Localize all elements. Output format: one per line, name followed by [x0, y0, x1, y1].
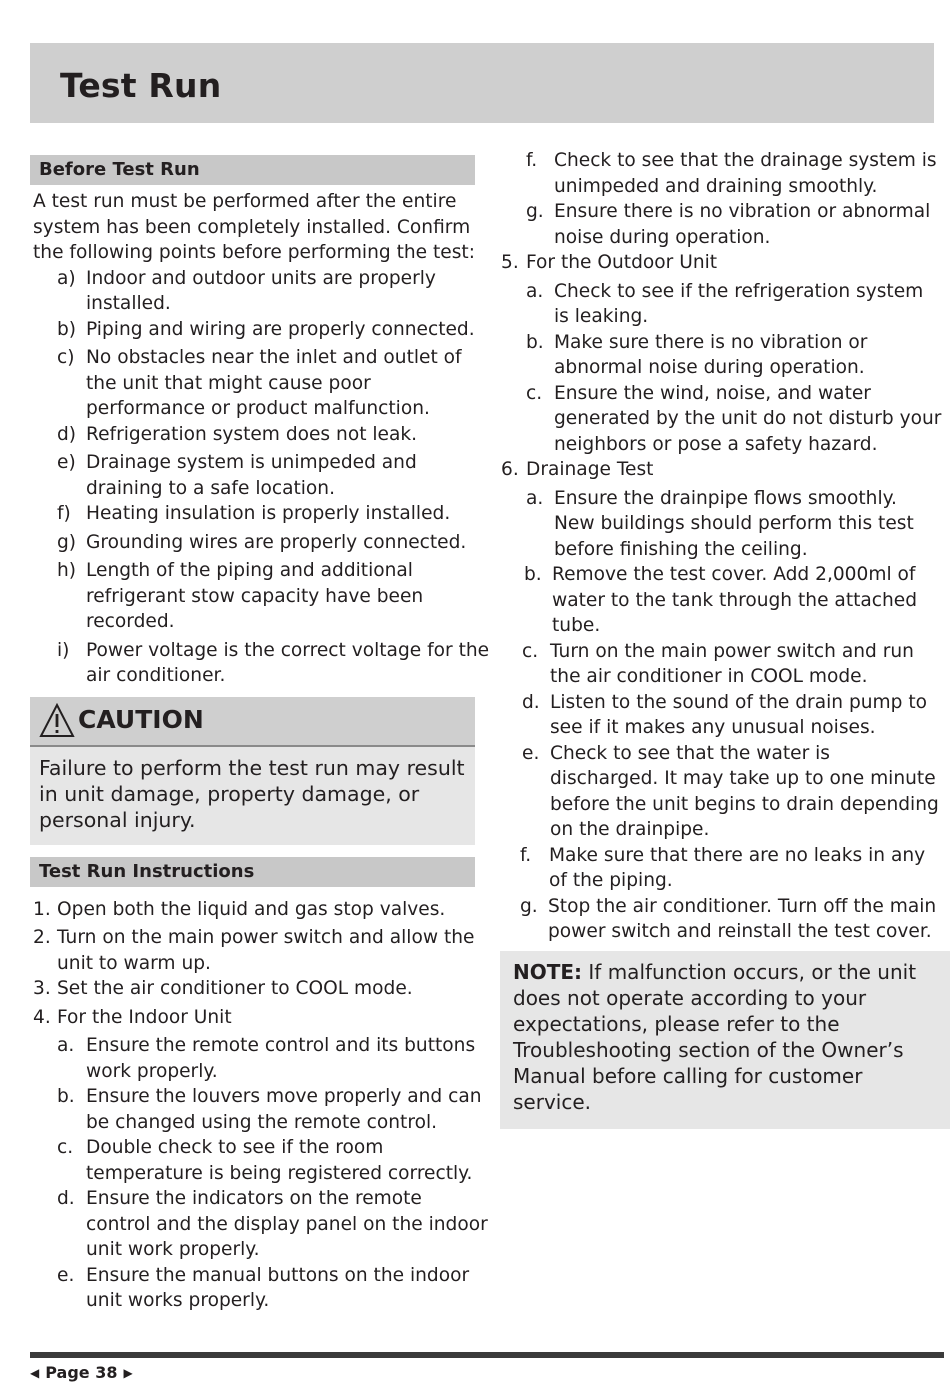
- drainage-check: b. Remove the test cover. Add 2,000ml of water to the tank through the attached tube.: [524, 564, 918, 636]
- checklist-item: e) Drainage system is unimpeded and draining to a safe location.: [57, 452, 417, 499]
- indoor-unit-checks-continued: [526, 148, 942, 250]
- indoor-check: b. Ensure the louvers move properly and can be changed using the remote control.: [57, 1086, 482, 1133]
- instruction-step: 2. Turn on the main power switch and allow the unit to warm up.: [33, 927, 475, 974]
- test-run-instructions-heading: Test Run Instructions: [30, 857, 475, 887]
- note-label: NOTE:: [513, 959, 583, 984]
- instruction-step: 5. For the Outdoor Unit: [501, 252, 718, 273]
- outdoor-unit-checks: [526, 279, 942, 458]
- footer-divider: [30, 1352, 944, 1358]
- before-intro: A test run must be performed after the entire system has been completely installed. Confirm the following points before performing the test:: [33, 191, 475, 263]
- drainage-test-checks: [520, 486, 942, 945]
- indoor-check: c. Double check to see if the room temperature is being registered correctly.: [57, 1137, 473, 1184]
- warning-triangle-icon: [39, 703, 75, 739]
- indoor-check: f. Check to see that the drainage system is unimpeded and draining smoothly.: [526, 150, 937, 197]
- triangle-left-icon: ◀: [30, 1365, 40, 1380]
- indoor-check: g. Ensure there is no vibration or abnormal noise during operation.: [526, 201, 931, 248]
- page-number: Page 38: [45, 1363, 118, 1382]
- instruction-step: 4. For the Indoor Unit: [33, 1006, 232, 1028]
- instruction-steps: [33, 897, 490, 1031]
- caution-header: [30, 697, 475, 747]
- checklist-item: i) Power voltage is the correct voltage for the air conditioner.: [57, 639, 490, 686]
- caution-title: CAUTION: [78, 704, 204, 734]
- instruction-step: 1. Open both the liquid and gas stop valves.: [33, 898, 446, 920]
- left-column: [30, 155, 490, 1314]
- note-box: [500, 951, 950, 1129]
- instruction-step: 3. Set the air conditioner to COOL mode.: [33, 978, 413, 999]
- drainage-check: d. Listen to the sound of the drain pump to see if it makes any unusual noises.: [522, 691, 928, 738]
- indoor-check: d. Ensure the indicators on the remote control and the display panel on the indoor unit work properly.: [57, 1188, 488, 1260]
- checklist-item: a) Indoor and outdoor units are properly installed.: [57, 267, 436, 314]
- triangle-right-icon: ▶: [123, 1365, 133, 1380]
- page-header: [30, 43, 934, 123]
- drainage-check: e. Check to see that the water is discharged. It may take up to one minute before the unit begins to drain depending on the drainpipe.: [522, 742, 939, 840]
- outdoor-check: b. Make sure there is no vibration or abnormal noise during operation.: [526, 331, 868, 378]
- note-text: If malfunction occurs, or the unit does not operate according to your expectations, please refer to the Troubleshooting section of the Owner’s Manual before calling for customer service.: [513, 959, 917, 1114]
- drainage-check: g. Stop the air conditioner. Turn off the main power switch and reinstall the test cover.: [520, 895, 937, 942]
- caution-text: Failure to perform the test run may result in unit damage, property damage, or personal injury.: [30, 747, 475, 845]
- checklist-item: h) Length of the piping and additional refrigerant stow capacity have been recorded.: [57, 560, 424, 632]
- caution-box: [30, 697, 475, 845]
- indoor-unit-checks: [57, 1033, 490, 1314]
- indoor-check: e. Ensure the manual buttons on the indoor unit works properly.: [57, 1264, 470, 1311]
- before-checklist: [57, 266, 490, 689]
- checklist-item: b) Piping and wiring are properly connected.: [57, 318, 475, 340]
- instruction-step: 6. Drainage Test: [501, 459, 654, 480]
- indoor-check: a. Ensure the remote control and its buttons work properly.: [57, 1035, 476, 1082]
- page-title: Test Run: [60, 66, 222, 105]
- outdoor-check: c. Ensure the wind, noise, and water generated by the unit do not disturb your neighbors or pose a safety hazard.: [526, 382, 942, 455]
- drainage-check: f. Make sure that there are no leaks in any of the piping.: [520, 844, 926, 891]
- checklist-item: d) Refrigeration system does not leak.: [57, 423, 418, 445]
- checklist-item: f) Heating insulation is properly installed.: [57, 503, 451, 524]
- before-test-run-heading: Before Test Run: [30, 155, 475, 185]
- right-column: [500, 148, 942, 1129]
- checklist-item: c) No obstacles near the inlet and outlet of the unit that might cause poor performance or product malfunction.: [57, 347, 462, 419]
- drainage-check: c. Turn on the main power switch and run the air conditioner in COOL mode.: [522, 640, 914, 687]
- drainage-check: a. Ensure the drainpipe flows smoothly. New buildings should perform this test before finishing the ceiling.: [526, 487, 914, 560]
- outdoor-check: a. Check to see if the refrigeration system is leaking.: [526, 280, 924, 327]
- checklist-item: g) Grounding wires are properly connected.: [57, 531, 467, 553]
- page-footer: [30, 1363, 133, 1382]
